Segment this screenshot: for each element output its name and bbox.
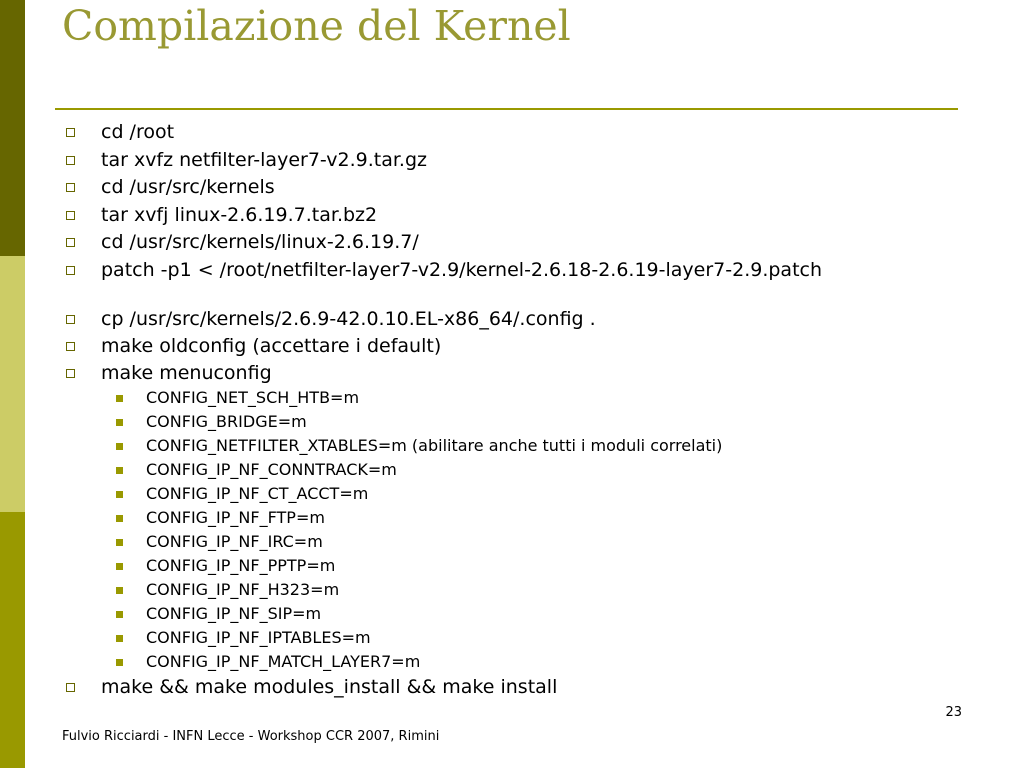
filled-square-bullet-icon (116, 659, 123, 666)
filled-square-bullet-icon (116, 491, 123, 498)
sub-bullet-item: CONFIG_IP_NF_CONNTRACK=m (146, 460, 397, 479)
filled-square-bullet-icon (116, 515, 123, 522)
sub-bullet-item: CONFIG_IP_NF_IPTABLES=m (146, 628, 371, 647)
filled-square-bullet-icon (116, 467, 123, 474)
bullet-item: cd /usr/src/kernels/linux-2.6.19.7/ (101, 231, 419, 253)
filled-square-bullet-icon (116, 419, 123, 426)
square-bullet-icon (66, 238, 75, 247)
filled-square-bullet-icon (116, 539, 123, 546)
sub-bullet-item: CONFIG_IP_NF_SIP=m (146, 604, 322, 623)
square-bullet-icon (66, 128, 75, 137)
sidebar-band-top (0, 0, 25, 256)
filled-square-bullet-icon (116, 395, 123, 402)
square-bullet-icon (66, 156, 75, 165)
sub-bullet-item: CONFIG_IP_NF_IRC=m (146, 532, 323, 551)
bullet-item: cp /usr/src/kernels/2.6.9-42.0.10.EL-x86_64/.config . (101, 308, 596, 330)
filled-square-bullet-icon (116, 443, 123, 450)
square-bullet-icon (66, 266, 75, 275)
sub-bullet-item: CONFIG_IP_NF_PPTP=m (146, 556, 336, 575)
title-divider (55, 108, 958, 110)
slide-title: Compilazione del Kernel (62, 2, 571, 50)
sub-bullet-item: CONFIG_IP_NF_CT_ACCT=m (146, 484, 369, 503)
square-bullet-icon (66, 342, 75, 351)
sidebar-band-bottom (0, 512, 25, 768)
sub-bullet-item: CONFIG_IP_NF_MATCH_LAYER7=m (146, 652, 421, 671)
filled-square-bullet-icon (116, 587, 123, 594)
sidebar-decoration (0, 0, 25, 768)
page-number: 23 (945, 705, 962, 720)
square-bullet-icon (66, 211, 75, 220)
bullet-item: make && make modules_install && make install (101, 676, 558, 698)
square-bullet-icon (66, 369, 75, 378)
bullet-item: tar xvfj linux-2.6.19.7.tar.bz2 (101, 204, 378, 226)
square-bullet-icon (66, 683, 75, 692)
bullet-item: cd /usr/src/kernels (101, 176, 275, 198)
bullet-item: tar xvfz netfilter-layer7-v2.9.tar.gz (101, 149, 427, 171)
sidebar-band-middle (0, 256, 25, 512)
square-bullet-icon (66, 315, 75, 324)
filled-square-bullet-icon (116, 563, 123, 570)
bullet-item: patch -p1 < /root/netfilter-layer7-v2.9/kernel-2.6.18-2.6.19-layer7-2.9.patch (101, 259, 823, 281)
bullet-item: make oldconfig (accettare i default) (101, 335, 442, 357)
sub-bullet-item: CONFIG_NETFILTER_XTABLES=m (abilitare anche tutti i moduli correlati) (146, 436, 723, 455)
sub-bullet-item: CONFIG_IP_NF_FTP=m (146, 508, 325, 527)
filled-square-bullet-icon (116, 611, 123, 618)
slide-footer: Fulvio Ricciardi - INFN Lecce - Workshop CCR 2007, Rimini (62, 729, 440, 744)
square-bullet-icon (66, 183, 75, 192)
sub-bullet-item: CONFIG_NET_SCH_HTB=m (146, 388, 360, 407)
bullet-item: make menuconfig (101, 362, 272, 384)
filled-square-bullet-icon (116, 635, 123, 642)
sub-bullet-item: CONFIG_IP_NF_H323=m (146, 580, 340, 599)
bullet-item: cd /root (101, 121, 175, 143)
sub-bullet-item: CONFIG_BRIDGE=m (146, 412, 307, 431)
